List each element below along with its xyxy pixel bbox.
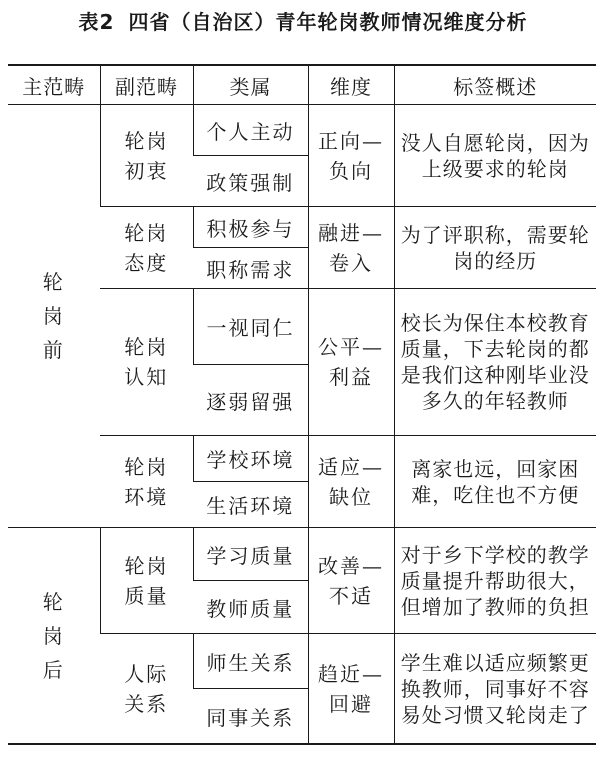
main-category-after: 轮 岗 后 [8, 528, 100, 745]
table-row [8, 528, 596, 581]
table-row [8, 105, 596, 156]
header-main-category: 主范畴 [8, 65, 100, 105]
table-caption [0, 6, 606, 35]
category-cell: 政策强制 [193, 156, 308, 207]
header-sub-category: 副范畴 [100, 65, 193, 105]
category-cell: 学习质量 [193, 528, 308, 581]
main-category-before: 轮 岗 前 [8, 105, 100, 528]
table-number: 表2 [78, 10, 115, 34]
dimension-cell: 融进— 卷入 [308, 207, 394, 289]
category-cell: 个人主动 [193, 105, 308, 156]
category-cell: 学校环境 [193, 436, 308, 482]
label-summary: 没人自愿轮岗，因为上级要求的轮岗 [394, 105, 596, 207]
sub-category: 轮岗 环境 [100, 436, 193, 528]
sub-category: 轮岗 初衷 [100, 105, 193, 207]
category-cell: 一视同仁 [193, 289, 308, 365]
sub-category: 人际 关系 [100, 634, 193, 745]
header-label-summary: 标签概述 [394, 65, 596, 105]
header-category: 类属 [193, 65, 308, 105]
category-cell: 逐弱留强 [193, 365, 308, 436]
category-cell: 同事关系 [193, 689, 308, 745]
sub-category: 轮岗 认知 [100, 289, 193, 436]
label-summary: 校长为保住本校教育质量，下去轮岗的都是我们这种刚毕业没多久的年轻教师 [394, 289, 596, 436]
table-title: 四省（自治区）青年轮岗教师情况维度分析 [128, 10, 528, 34]
label-summary: 学生难以适应频繁更换教师，同事好不容易处习惯又轮岗走了 [394, 634, 596, 745]
label-summary: 对于乡下学校的教学质量提升帮助很大，但增加了教师的负担 [394, 528, 596, 634]
dimension-cell: 改善— 不适 [308, 528, 394, 634]
dimension-cell: 正向— 负向 [308, 105, 394, 207]
category-cell: 积极参与 [193, 207, 308, 248]
label-summary: 为了评职称，需要轮岗的经历 [394, 207, 596, 289]
category-cell: 师生关系 [193, 634, 308, 689]
category-cell: 教师质量 [193, 581, 308, 634]
dimension-cell: 公平— 利益 [308, 289, 394, 436]
dimension-cell: 适应— 缺位 [308, 436, 394, 528]
category-cell: 职称需求 [193, 248, 308, 289]
label-summary: 离家也远，回家困难，吃住也不方便 [394, 436, 596, 528]
sub-category: 轮岗 态度 [100, 207, 193, 289]
header-dimension: 维度 [308, 65, 394, 105]
dimension-cell: 趋近— 回避 [308, 634, 394, 745]
category-cell: 生活环境 [193, 482, 308, 528]
sub-category: 轮岗 质量 [100, 528, 193, 634]
analysis-table [8, 64, 596, 745]
header-row [8, 65, 596, 105]
